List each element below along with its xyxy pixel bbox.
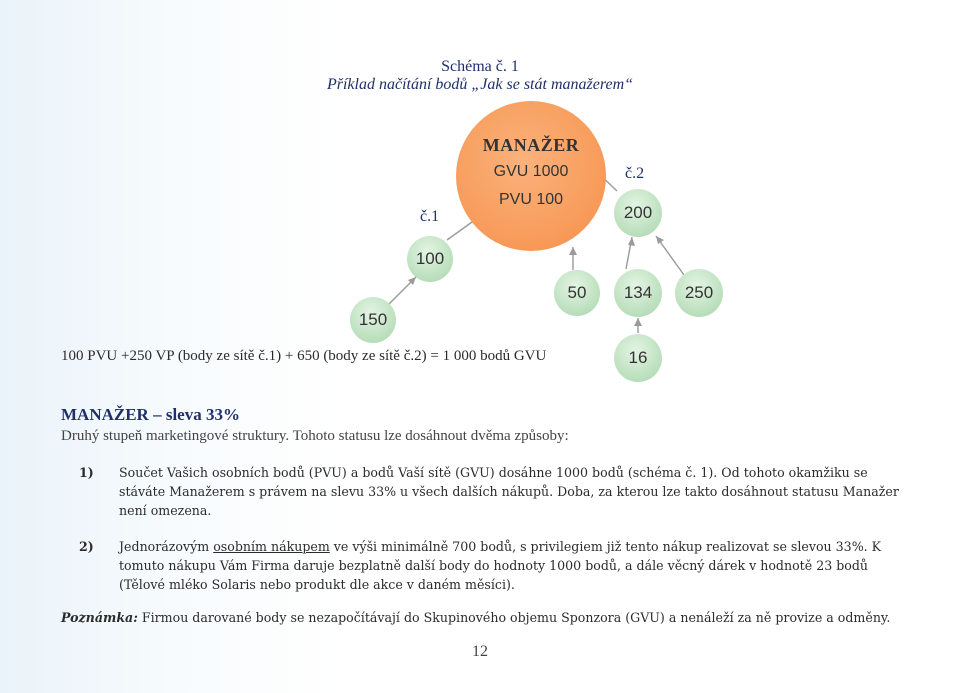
points-formula: 100 PVU +250 VP (body ze sítě č.1) + 650 (body ze sítě č.2) = 1 000 bodů GVU xyxy=(61,348,547,364)
schema-title: Schéma č. 1 xyxy=(441,58,519,75)
network-2-label: č.2 xyxy=(625,165,645,182)
list-item-number: 2) xyxy=(79,539,94,554)
list-item-text-end: ve výši minimálně 700 bodů, s privilegiem již tento nákup realizovat se slevou 33%. K tomuto nákupu Vám Firma daruje bezplatně další body do hodnoty 1000 bodů, a dále věcný dárek v hodnotě 23 bodů (Tělové mléko Solaris nebo produkt dle akce v daném měsíci). xyxy=(119,539,882,592)
node-200: 200 xyxy=(614,189,662,237)
note-text: Firmou darované body se nezapočítávají do Skupinového objemu Sponzora (GVU) a nenáleží za ně provize a odměny. xyxy=(137,610,891,625)
manager-pvu: PVU 100 xyxy=(498,191,564,208)
arrowhead-16 xyxy=(634,318,642,326)
list-item-text: Součet Vašich osobních bodů (PVU) a bodů Vaší sítě (GVU) dosáhne 1000 bodů (schéma č. 1). Od tohoto okamžiku se stáváte Manažerem s právem na slevu 33% u všech dalších nákupů. Doba, za kterou lze takto dosáhnout statusu Manažer není omezena. xyxy=(119,465,899,518)
network-1-label: č.1 xyxy=(420,208,440,225)
node-16: 16 xyxy=(614,334,662,382)
note xyxy=(61,608,941,627)
page-number: 12 xyxy=(472,643,488,660)
list-item-number: 1) xyxy=(79,465,94,480)
node-250: 250 xyxy=(675,269,723,317)
list-item-text xyxy=(119,537,909,594)
list-item-text-start: Jednorázovým xyxy=(119,539,214,554)
arrowhead-50 xyxy=(569,247,577,255)
arrowhead-134 xyxy=(628,237,635,246)
manager-title: MANAŽER xyxy=(482,135,580,155)
manager-gvu: GVU 1000 xyxy=(493,163,569,180)
schema-subtitle: Příklad načítání bodů „Jak se stát manažerem“ xyxy=(326,76,634,93)
node-100: 100 xyxy=(407,236,453,282)
note-label: Poznámka: xyxy=(61,610,138,625)
section-subheading: Druhý stupeň marketingové struktury. Tohoto statusu lze dosáhnout dvěma způsoby: xyxy=(61,428,569,444)
underlined-phrase: osobním nákupem xyxy=(213,539,330,554)
manager-node xyxy=(456,101,606,251)
node-150: 150 xyxy=(350,297,396,343)
arrowhead-250 xyxy=(656,236,664,244)
node-134: 134 xyxy=(614,269,662,317)
node-50: 50 xyxy=(554,270,600,316)
section-heading: MANAŽER – sleva 33% xyxy=(61,405,240,424)
